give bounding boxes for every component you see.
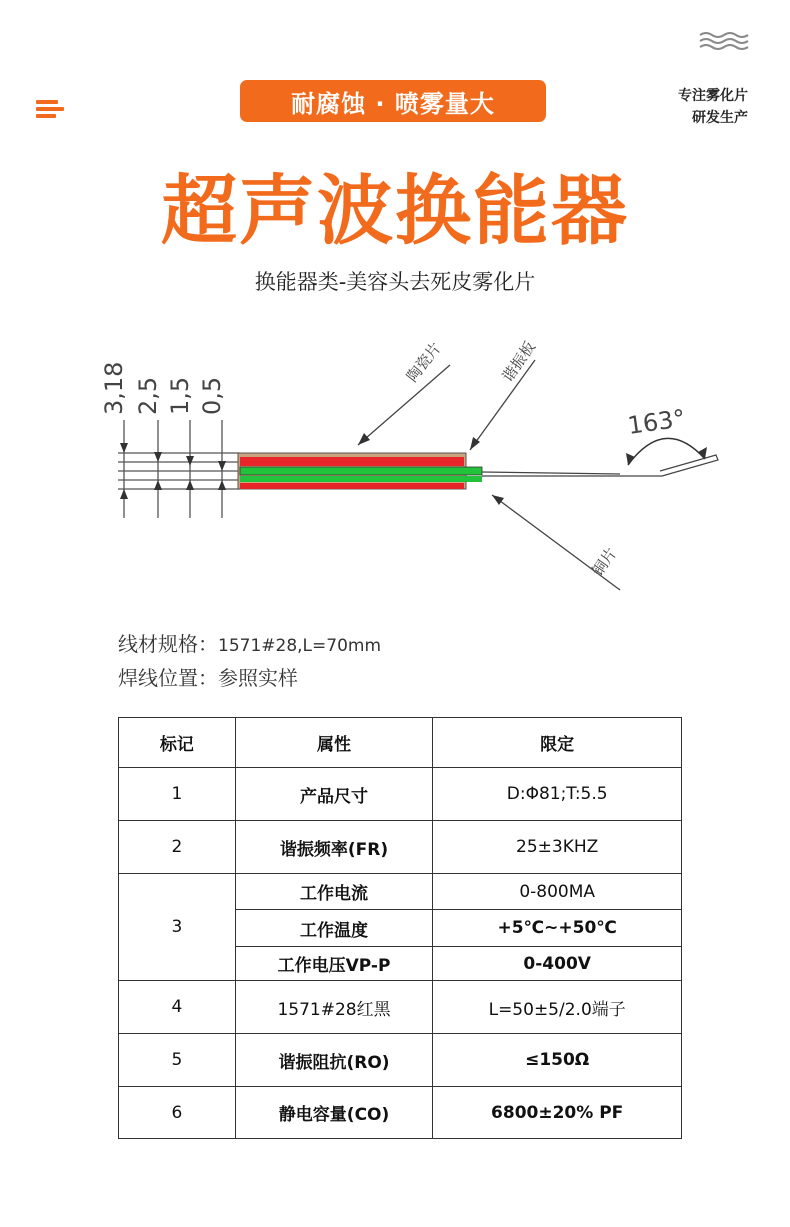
row-mark: 5 bbox=[119, 1034, 236, 1087]
header-limit: 限定 bbox=[433, 718, 682, 768]
header-mark: 标记 bbox=[119, 718, 236, 768]
menu-icon[interactable] bbox=[36, 100, 64, 120]
wire-spec bbox=[118, 628, 381, 657]
label-ceramic: 陶瓷片 bbox=[402, 338, 445, 386]
row-limit: L=50±5/2.0端子 bbox=[433, 981, 682, 1034]
row-attr: 工作电流 bbox=[235, 874, 433, 910]
feature-badge: 耐腐蚀 · 喷雾量大 bbox=[240, 80, 546, 122]
table-row bbox=[119, 768, 682, 821]
transducer-diagram bbox=[80, 335, 740, 615]
row-mark: 1 bbox=[119, 768, 236, 821]
table-row bbox=[119, 981, 682, 1034]
wave-icon bbox=[698, 30, 750, 52]
row-attr: 1571#28红黑 bbox=[235, 981, 433, 1034]
table-row bbox=[119, 1087, 682, 1139]
dim-label-1-5: 1,5 bbox=[166, 376, 194, 415]
row-attr: 产品尺寸 bbox=[235, 768, 433, 821]
row-limit: 0-800MA bbox=[433, 874, 682, 910]
red-layer-bottom bbox=[240, 483, 464, 489]
table-row bbox=[119, 874, 682, 910]
row-attr: 谐振频率(FR) bbox=[235, 821, 433, 874]
row-limit: D:Φ81;T:5.5 bbox=[433, 768, 682, 821]
row-limit: +5℃~+50℃ bbox=[433, 910, 682, 947]
row-limit: ≤150Ω bbox=[433, 1034, 682, 1087]
solder-spec-label: 焊线位置： bbox=[118, 666, 218, 690]
row-limit: 25±3KHZ bbox=[433, 821, 682, 874]
row-attr: 静电容量(CO) bbox=[235, 1087, 433, 1139]
row-mark: 3 bbox=[119, 874, 236, 981]
row-mark: 2 bbox=[119, 821, 236, 874]
tagline bbox=[678, 85, 748, 129]
dim-label-2-5: 2,5 bbox=[134, 376, 162, 415]
dim-label-0-5: 0,5 bbox=[198, 376, 226, 415]
solder-spec-value: 参照实样 bbox=[218, 666, 298, 690]
row-limit: 0-400V bbox=[433, 947, 682, 981]
page-subtitle: 换能器类-美容头去死皮雾化片 bbox=[254, 270, 536, 294]
tagline-line1: 专注雾化片 bbox=[678, 88, 748, 104]
wire-spec-value: 1571#28,L=70mm bbox=[218, 636, 382, 656]
table-header-row bbox=[119, 718, 682, 768]
tagline-line2: 研发生产 bbox=[692, 110, 748, 126]
spec-table bbox=[118, 717, 682, 1139]
green-plate bbox=[240, 467, 482, 475]
angle-label: 163° bbox=[625, 404, 688, 440]
label-plate: 谐振板 bbox=[498, 338, 540, 386]
wire-spec-label: 线材规格： bbox=[118, 632, 218, 656]
dim-label-3-18: 3,18 bbox=[100, 361, 128, 415]
solder-spec bbox=[118, 662, 298, 691]
page-title: 超声波换能器 bbox=[161, 166, 629, 255]
table-row bbox=[119, 1034, 682, 1087]
row-attr: 谐振阻抗(RO) bbox=[235, 1034, 433, 1087]
row-attr: 工作温度 bbox=[235, 910, 433, 947]
row-mark: 6 bbox=[119, 1087, 236, 1139]
red-layer-top bbox=[240, 457, 464, 466]
row-limit: 6800±20% PF bbox=[433, 1087, 682, 1139]
row-attr: 工作电压VP-P bbox=[235, 947, 433, 981]
row-mark: 4 bbox=[119, 981, 236, 1034]
green-plate-lower bbox=[240, 476, 482, 482]
table-row bbox=[119, 821, 682, 874]
header-attr: 属性 bbox=[235, 718, 433, 768]
label-tab: 铜片 bbox=[588, 544, 621, 580]
